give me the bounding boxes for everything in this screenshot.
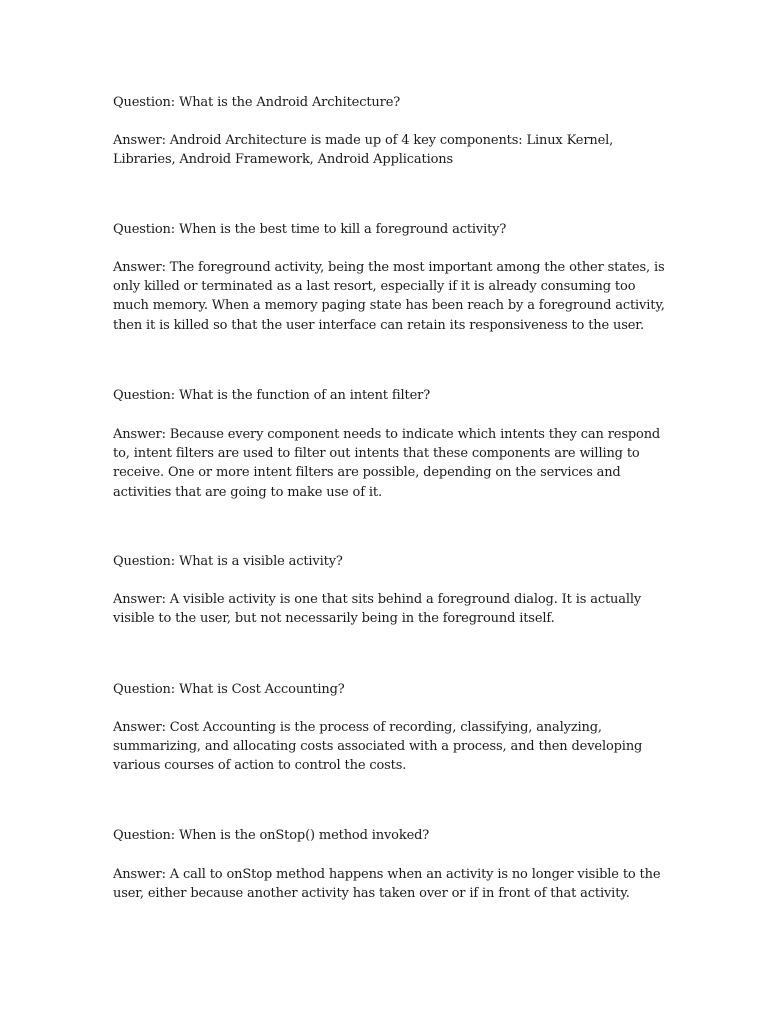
answer-5: Answer: Cost Accounting is the process of recording, classifying, analyzing, summarizing, and allocating costs associated with a process, and then developing various courses of action to control the costs. xyxy=(113,720,643,774)
question-3: Question: What is the function of an intent filter? xyxy=(113,388,431,403)
question-1: Question: What is the Android Architecture? xyxy=(113,95,401,110)
answer-4: Answer: A visible activity is one that sits behind a foreground dialog. It is actually visible to the user, but not necessarily being in the foreground itself. xyxy=(113,592,642,627)
answer-1: Answer: Android Architecture is made up of 4 key components: Linux Kernel, Libraries, Android Framework, Android Applications xyxy=(113,133,614,168)
question-5: Question: What is Cost Accounting? xyxy=(113,682,345,697)
answer-2: Answer: The foreground activity, being the most important among the other states, is only killed or terminated as a last resort, especially if it is already consuming too much memory. When a memory paging state has been reach by a foreground activity, then it is killed so that the user interface can retain its responsiveness to the user. xyxy=(113,260,665,333)
question-2: Question: When is the best time to kill a foreground activity? xyxy=(113,222,507,237)
answer-3: Answer: Because every component needs to indicate which intents they can respond to, intent filters are used to filter out intents that these components are willing to receive. One or more intent filters are possible, depending on the services and activities that are going to make use of it. xyxy=(113,427,661,500)
question-6: Question: When is the onStop() method invoked? xyxy=(113,828,430,843)
question-4: Question: What is a visible activity? xyxy=(113,554,343,569)
answer-6: Answer: A call to onStop method happens when an activity is no longer visible to the user, either because another activity has taken over or if in front of that activity. xyxy=(113,867,661,902)
